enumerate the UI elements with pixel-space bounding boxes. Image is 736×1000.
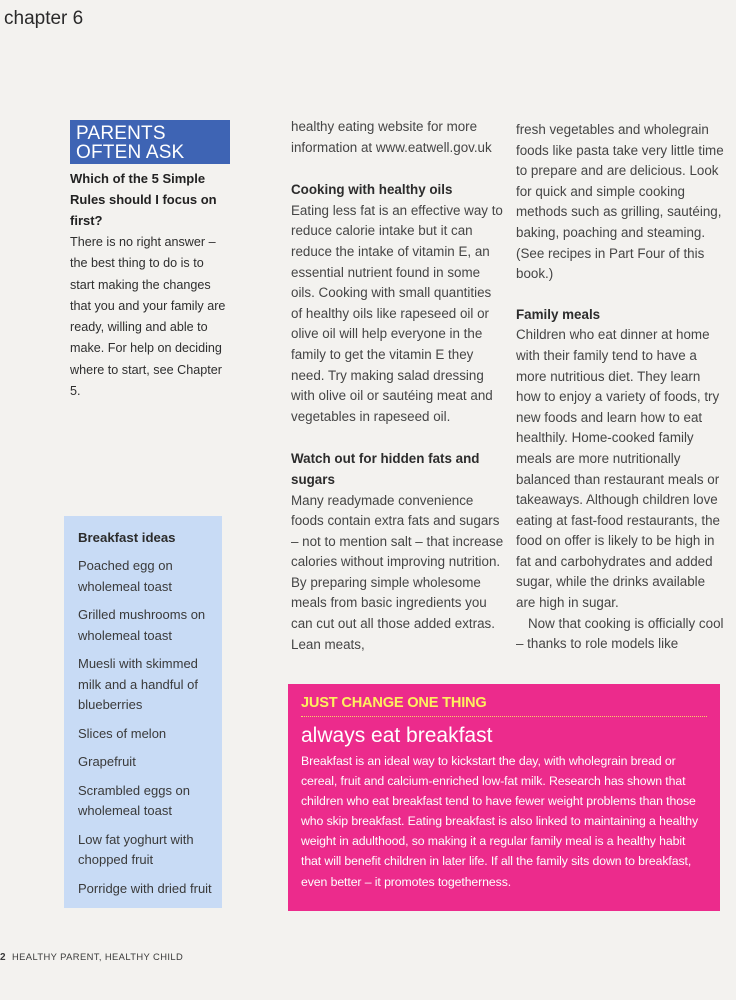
book-title: HEALTHY PARENT, HEALTHY CHILD (11, 951, 184, 962)
breakfast-ideas-list (78, 556, 222, 899)
family-meals-text: Children who eat dinner at home with their family tend to have a more nutritious diet. They learn how to enjoy a variety of foods, try new foods and learn how to eat healthily. Home-cooked family meals are more nutritionally balanced than restaurant meals or takeaways. Although children love eating at fast-food restaurants, the food on offer is likely to be high in fat and carbohydrates and added sugar, while the drinks available are high in sugar. (516, 327, 720, 611)
list-item: Scrambled eggs on wholemeal toast (78, 782, 191, 818)
change-title: always eat breakfast (301, 724, 493, 747)
column3-closing: Now that cooking is officially cool – thanks to role models like (516, 615, 724, 652)
change-body: Breakfast is an ideal way to kickstart the day, with wholegrain bread or cereal, fruit and calcium-enriched low-fat milk. Research has shown that children who eat breakfast tend to have fewer weight problems than those who skip breakfast. Eating breakfast is also linked to maintaining a healthy weight in adulthood, so making it a regular family meal is a healthy habit that will benefit children in later life. If all the family sits down to breakfast, even better – it promotes togetherness. (301, 754, 699, 889)
list-item: Poached egg on wholemeal toast (78, 558, 173, 594)
heading-line-1: PARENTS (76, 123, 166, 144)
parents-often-ask-heading (70, 120, 230, 164)
column2-intro: healthy eating website for more information at www.eatwell.gov.uk (291, 119, 492, 155)
hidden-fats-heading: Watch out for hidden fats and sugars (291, 451, 480, 487)
text-column-3 (516, 120, 724, 655)
text-column-2 (291, 117, 505, 655)
dotted-divider (301, 716, 707, 717)
chapter-label: chapter 6 (4, 8, 84, 29)
list-item: Slices of melon (78, 725, 167, 741)
parents-answer: There is no right answer – the best thing to do is to start making the changes that you and your family are ready, willing and able to make. For help on deciding where to start, see Chapter 5. (70, 235, 226, 399)
breakfast-ideas-box (64, 516, 222, 908)
parents-often-ask-box (70, 120, 230, 402)
hidden-fats-text: Many readymade convenience foods contain extra fats and sugars – not to mention salt – that increase calories without improving nutrition. By preparing simple wholesome meals from basic ingredients you can cut out all those added extras. Lean meats, (291, 492, 504, 652)
heading-line-2: OFTEN ASK (76, 142, 185, 163)
list-item: Grapefruit (78, 754, 136, 769)
parents-question: Which of the 5 Simple Rules should I focus on first? (70, 171, 217, 228)
just-change-one-thing-box (288, 684, 720, 911)
page-footer (0, 951, 183, 963)
oils-text: Eating less fat is an effective way to reduce calorie intake but it can reduce the intake of vitamin E, an essential nutrient found in some oils. Cooking with small quantities of healthy oils like rapeseed oil or olive oil will help everyone in the family to get the vitamin E they need. Try making salad dressing with olive oil or sautéing meat and vegetables in rapeseed oil. (291, 202, 503, 424)
just-change-label: JUST CHANGE ONE THING (301, 695, 487, 711)
list-item: Porridge with dried fruit (78, 880, 212, 896)
list-item: Grilled mushrooms on wholemeal toast (78, 607, 206, 643)
family-meals-heading: Family meals (516, 306, 601, 322)
breakfast-ideas-title: Breakfast ideas (78, 530, 176, 545)
page-number: 2 (0, 952, 6, 963)
column3-intro: fresh vegetables and wholegrain foods like pasta take very little time to prepare and are delicious. Look for quick and simple cooking methods such as grilling, sautéing, baking, poaching and steaming. (See recipes in Part Four of this book.) (516, 122, 724, 282)
list-item: Low fat yoghurt with chopped fruit (78, 831, 194, 867)
oils-heading: Cooking with healthy oils (291, 182, 453, 198)
list-item: Muesli with skimmed milk and a handful of blueberries (78, 656, 198, 712)
